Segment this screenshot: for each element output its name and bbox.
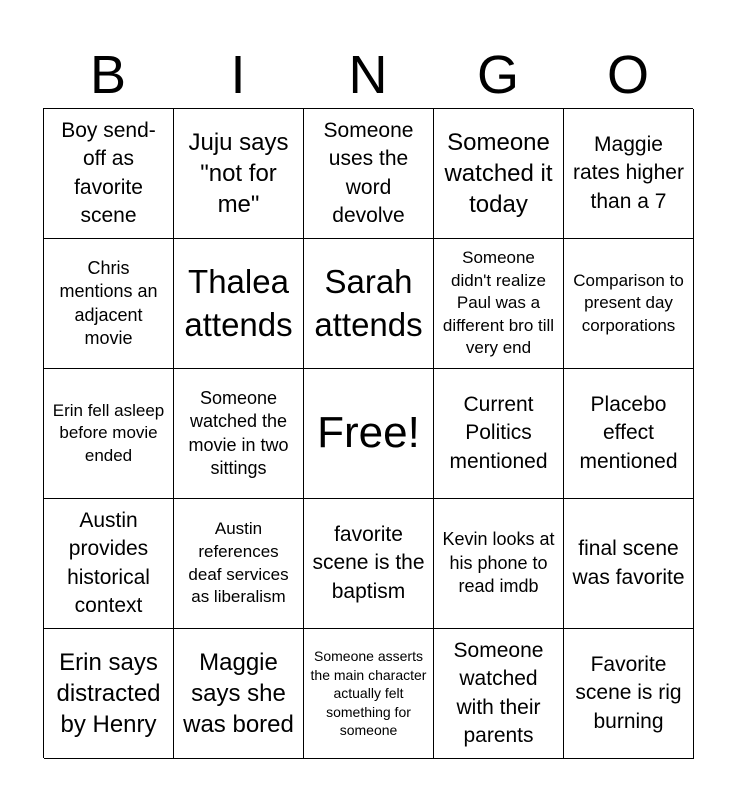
cell-text: final scene was favorite: [572, 537, 685, 589]
bingo-cell[interactable]: [434, 109, 564, 239]
bingo-cell[interactable]: [174, 629, 304, 759]
bingo-cell[interactable]: [174, 369, 304, 499]
cell-text: Someone didn't realize Paul was a different bro till very end: [442, 247, 555, 358]
header-letter-i: I: [230, 45, 246, 105]
cell-text: Someone uses the word devolve: [323, 118, 414, 227]
cell-text: Thalea attends: [184, 262, 293, 343]
bingo-cell[interactable]: [304, 629, 434, 759]
cell-text: Someone watched with their parents: [453, 638, 544, 747]
free-space-cell[interactable]: [304, 369, 434, 499]
cell-text: Chris mentions an adjacent movie: [59, 257, 158, 348]
cell-text: Favorite scene is rig burning: [575, 652, 682, 733]
header-letter-o: O: [606, 45, 649, 105]
cell-text: Someone watched the movie in two sittings: [188, 387, 289, 478]
cell-text: Juju says "not for me": [188, 128, 289, 219]
bingo-cell[interactable]: [564, 369, 694, 499]
cell-text: Maggie rates higher than a 7: [573, 132, 684, 213]
bingo-cell[interactable]: [44, 629, 174, 759]
cell-text: Erin says distracted by Henry: [56, 648, 161, 739]
header-letter-n: N: [348, 45, 388, 105]
bingo-cell[interactable]: [434, 629, 564, 759]
cell-text: Someone watched it today: [444, 128, 553, 219]
bingo-cell[interactable]: [434, 239, 564, 369]
cell-text: Sarah attends: [314, 262, 423, 343]
bingo-cell[interactable]: [174, 239, 304, 369]
bingo-cell[interactable]: [564, 239, 694, 369]
cell-text: Kevin looks at his phone to read imdb: [442, 529, 555, 597]
cell-text: Erin fell asleep before movie ended: [52, 400, 165, 465]
cell-text: Someone asserts the main character actually felt something for someone: [310, 647, 427, 739]
cell-text: Placebo effect mentioned: [579, 392, 678, 473]
bingo-cell[interactable]: [44, 109, 174, 239]
header-letter-g: G: [476, 45, 519, 105]
bingo-cell[interactable]: [434, 369, 564, 499]
cell-text: favorite scene is the baptism: [312, 522, 425, 603]
free-space-text: Free!: [317, 408, 420, 458]
bingo-cell[interactable]: [44, 239, 174, 369]
bingo-cell[interactable]: [564, 109, 694, 239]
bingo-cell[interactable]: [44, 499, 174, 629]
header-letter-b: B: [89, 45, 127, 105]
bingo-cell[interactable]: [564, 499, 694, 629]
bingo-cell[interactable]: [304, 109, 434, 239]
bingo-cell[interactable]: [304, 239, 434, 369]
cell-text: Austin provides historical context: [67, 508, 150, 617]
bingo-header: [43, 40, 693, 110]
cell-text: Austin references deaf services as liberalism: [188, 519, 289, 607]
bingo-cell[interactable]: [174, 499, 304, 629]
cell-text: Current Politics mentioned: [449, 392, 548, 473]
bingo-cell[interactable]: [434, 499, 564, 629]
bingo-cell[interactable]: [174, 109, 304, 239]
cell-text: Maggie says she was bored: [183, 648, 294, 739]
bingo-cell[interactable]: [304, 499, 434, 629]
bingo-board: [43, 108, 693, 758]
cell-text: Comparison to present day corporations: [573, 270, 684, 335]
bingo-cell[interactable]: [44, 369, 174, 499]
bingo-cell[interactable]: [564, 629, 694, 759]
cell-text: Boy send-off as favorite scene: [61, 118, 156, 227]
